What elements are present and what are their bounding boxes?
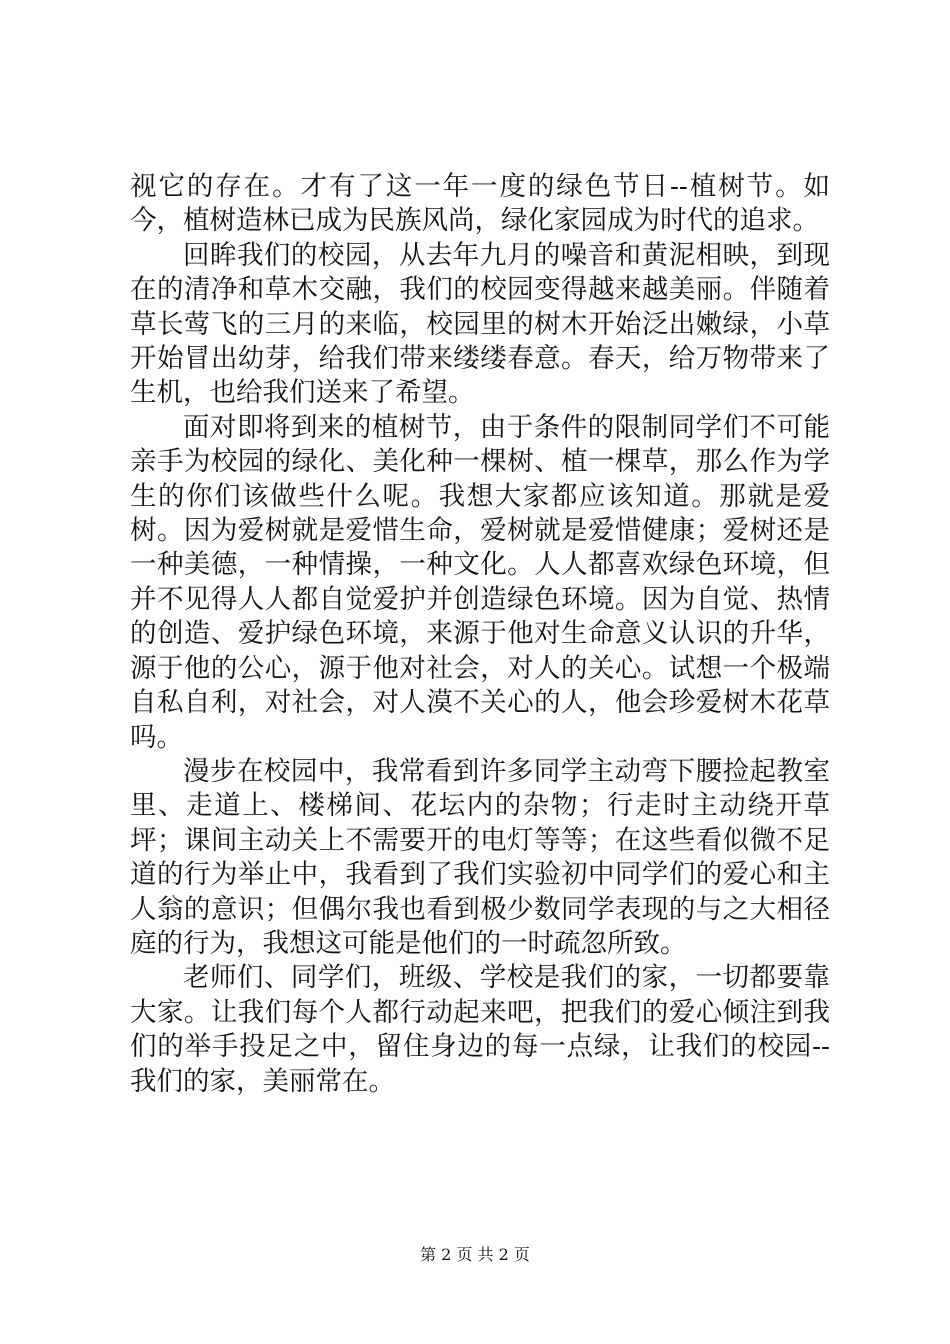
paragraph-1: 视它的存在。才有了这一年一度的绿色节日--植树节。如今，植树造林已成为民族风尚，绿化家园成为时代的追求。 — [130, 171, 830, 237]
paragraph-2: 回眸我们的校园，从去年九月的噪音和黄泥相映，到现在的清净和草木交融，我们的校园变得越来越美丽。伴随着草长莺飞的三月的来临，校园里的树木开始泛出嫩绿，小草开始冒出幼芽，给我们带来缕缕春意。春天，给万物带来了生机，也给我们送来了希望。 — [130, 239, 830, 409]
paragraph-3: 面对即将到来的植树节，由于条件的限制同学们不可能亲手为校园的绿化、美化种一棵树、植一棵草，那么作为学生的你们该做些什么呢。我想大家都应该知道。那就是爱树。因为爱树就是爱惜生命，爱树就是爱惜健康；爱树还是一种美德，一种情操，一种文化。人人都喜欢绿色环境，但并不见得人人都自觉爱护并创造绿色环境。因为自觉、热情的创造、爱护绿色环境，来源于他对生命意义认识的升华，源于他的公心，源于他对社会，对人的关心。试想一个极端自私自利，对社会，对人漠不关心的人，他会珍爱树木花草吗。 — [130, 411, 830, 753]
page-number-footer: 第 2 页 共 2 页 — [420, 1245, 530, 1264]
paragraph-4: 漫步在校园中，我常看到许多同学主动弯下腰捡起教室里、走道上、楼梯间、花坛内的杂物；行走时主动绕开草坪；课间主动关上不需要开的电灯等等；在这些看似微不足道的行为举止中，我看到了我们实验初中同学们的爱心和主人翁的意识；但偶尔我也看到极少数同学表现的与之大相径庭的行为，我想这可能是他们的一时疏忽所致。 — [130, 755, 830, 959]
document-body — [130, 170, 830, 1099]
paragraph-5: 老师们、同学们，班级、学校是我们的家，一切都要靠大家。让我们每个人都行动起来吧，把我们的爱心倾注到我们的举手投足之中，留住身边的每一点绿，让我们的校园--我们的家，美丽常在。 — [130, 962, 830, 1097]
